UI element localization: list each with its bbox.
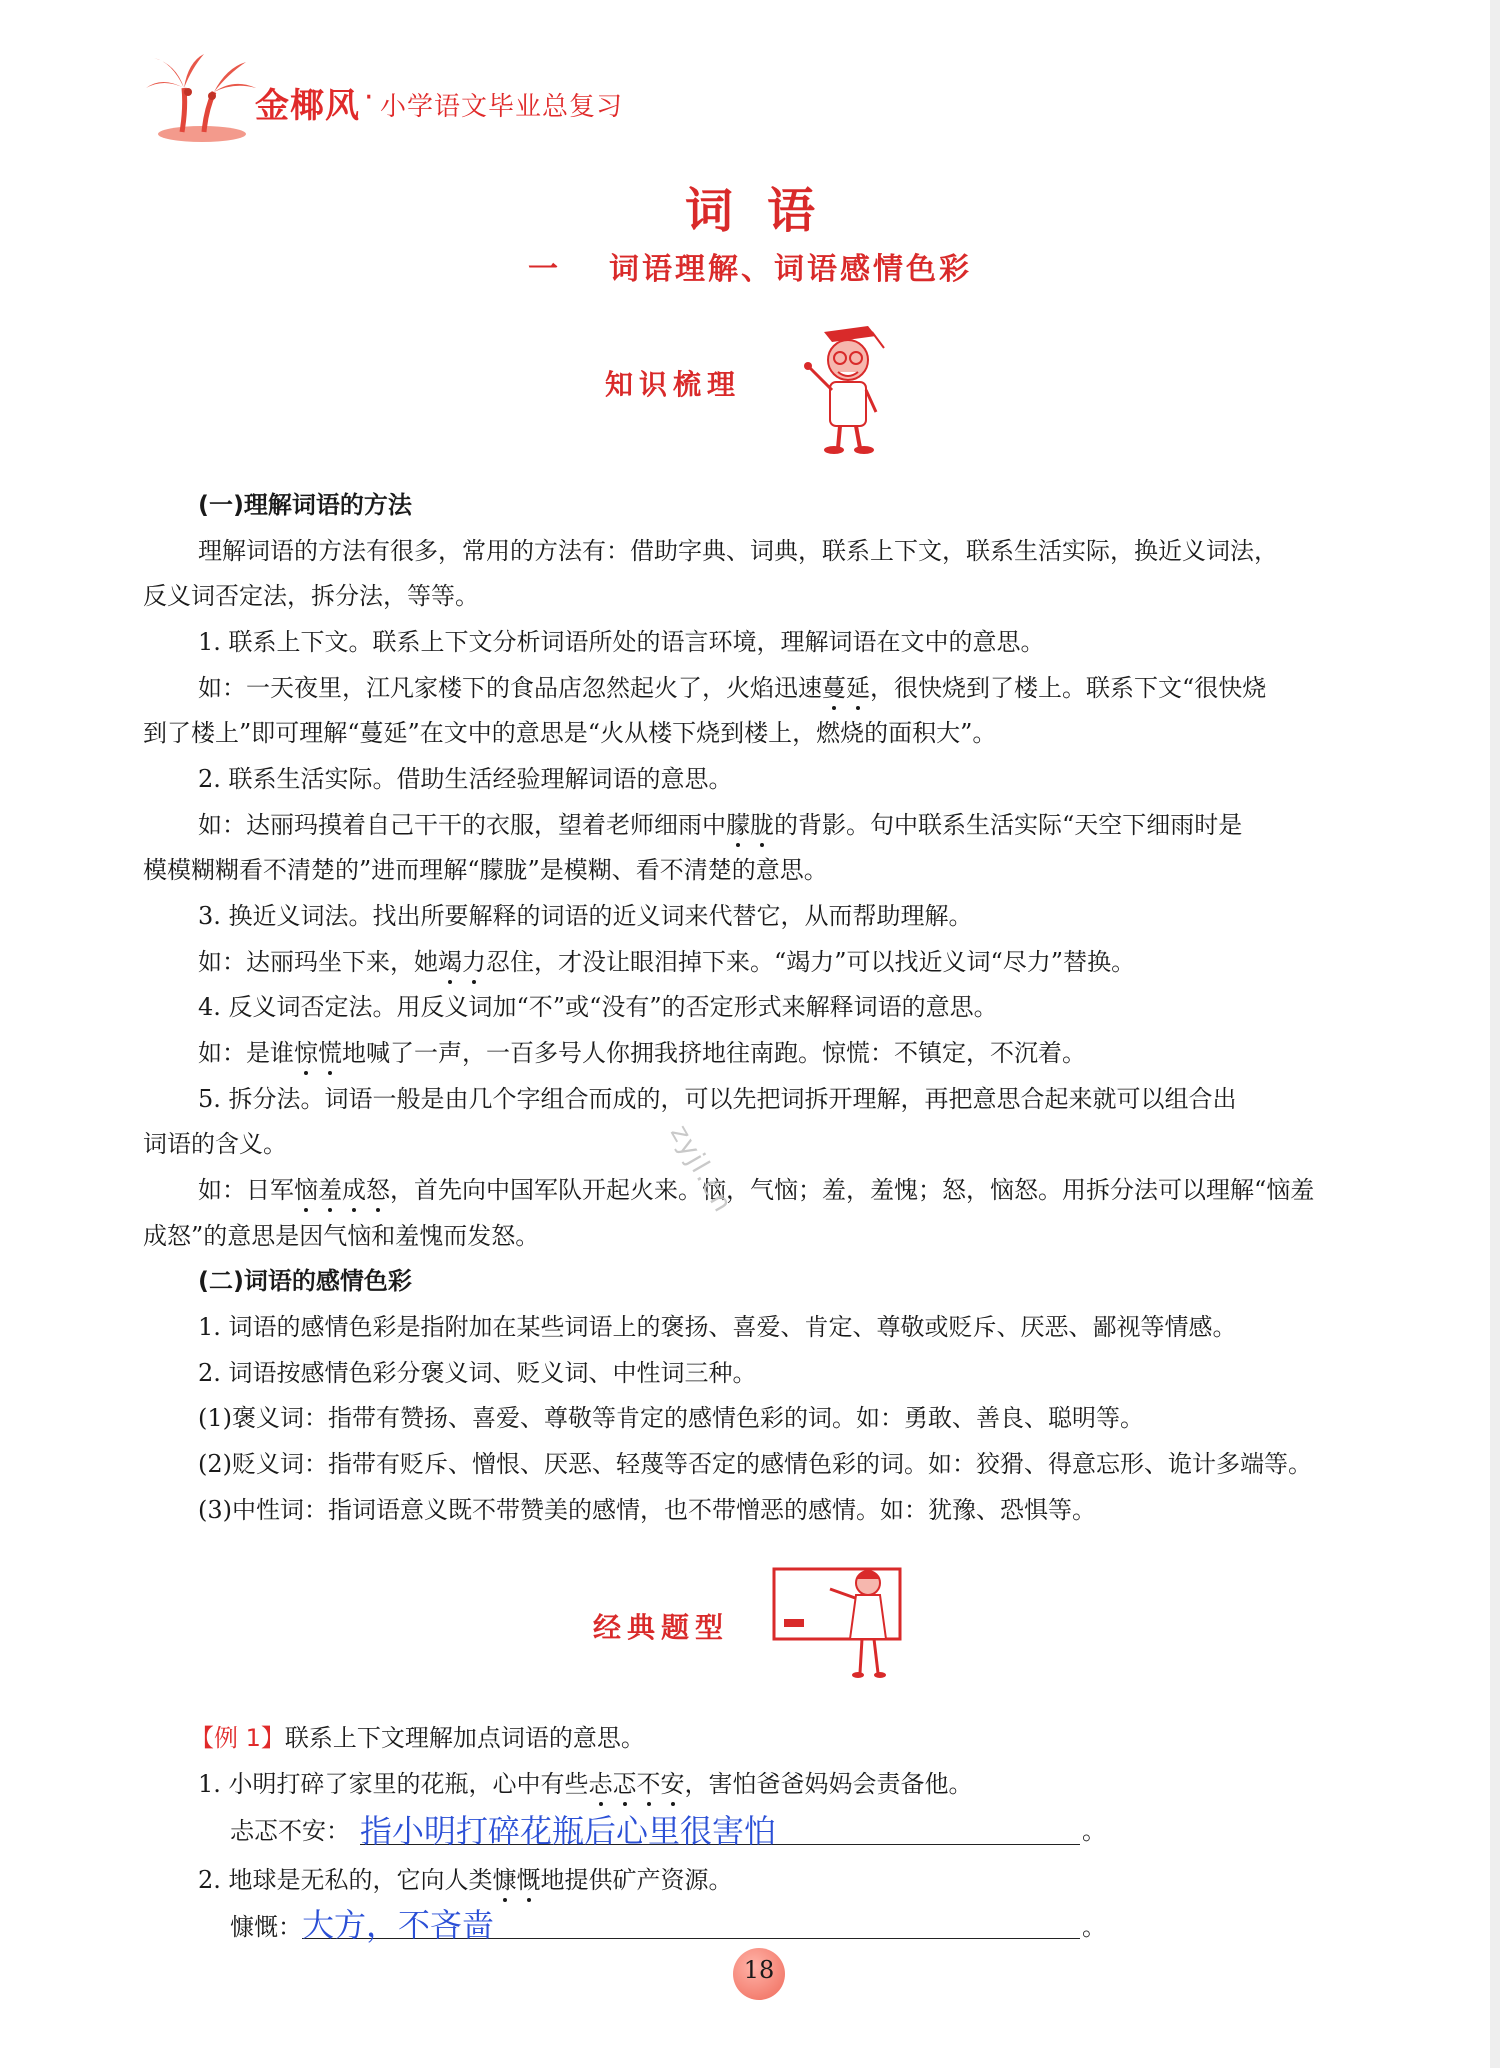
page-number: 18	[743, 1956, 775, 1984]
emphasis-char: 恼	[294, 1176, 318, 1204]
answer-2-field[interactable]	[302, 1900, 1080, 1944]
question-1-label: 忐忑不安：	[230, 1817, 350, 1845]
emphasis-char: 惊	[294, 1039, 318, 1067]
answer-2-text: 大方，不吝啬	[302, 1906, 495, 1944]
method-1-context: 1. 联系上下文。联系上下文分析词语所处的语言环境，理解词语在文中的意思。	[198, 628, 1045, 656]
emphasis-char: 成	[342, 1176, 366, 1204]
emotion-negative: (2)贬义词：指带有贬斥、憎恨、厌恶、轻蔑等否定的感情色彩的词。如：狡猾、得意忘形、诡计多端等。	[198, 1450, 1312, 1478]
book-subtitle: 小学语文毕业总复习	[380, 92, 624, 122]
emphasis-char: 忐	[588, 1770, 613, 1798]
answer-1-text: 指小明打碎花瓶后心里很害怕	[360, 1812, 777, 1850]
emphasis-char: 慨	[516, 1866, 541, 1894]
heading-emotion: (二)词语的感情色彩	[198, 1267, 412, 1295]
emotion-positive: (1)褒义词：指带有赞扬、喜爱、尊敬等肯定的感情色彩的词。如：勇敢、善良、聪明等。	[198, 1404, 1144, 1432]
example-prompt: 【例 1】联系上下文理解加点词语的意思。	[190, 1724, 645, 1752]
section-heading	[0, 244, 1500, 288]
emphasis-char: 慌	[318, 1039, 342, 1067]
example-5-line2: 成怒”的意思是因气恼和羞愧而发怒。	[143, 1222, 540, 1250]
answer-1-field[interactable]	[360, 1806, 1080, 1850]
question-1: 1. 小明打碎了家里的花瓶，心中有些忐忑不安，害怕爸爸妈妈会责备他。	[198, 1770, 973, 1798]
question-2-label: 慷慨：	[230, 1913, 302, 1941]
example-4: 如：是谁惊慌地喊了一声，一百多号人你拥我挤地往南跑。惊慌：不镇定，不沉着。	[198, 1039, 1086, 1067]
page-title: 词语	[684, 183, 849, 239]
teacher-cartoon-icon	[780, 318, 910, 458]
emphasis-char: 蔓	[822, 674, 846, 702]
section-number: 一	[528, 252, 561, 287]
section-title: 词语理解、词语感情色彩	[609, 252, 972, 287]
method-3-synonym: 3. 换近义词法。找出所要解释的词语的近义词来代替它，从而帮助理解。	[198, 902, 973, 930]
examples-badge: 经典题型	[593, 1611, 730, 1644]
emphasis-char: 力	[462, 948, 486, 976]
example-tag: 【例 1】	[190, 1724, 285, 1752]
paragraph-methods-line2: 反义词否定法，拆分法，等等。	[143, 582, 479, 610]
emphasis-char: 竭	[438, 948, 462, 976]
knowledge-badge: 知识梳理	[605, 368, 742, 401]
brand-separator: ·	[364, 80, 374, 115]
paragraph-methods-line1: 理解词语的方法有很多，常用的方法有：借助字典、词典，联系上下文，联系生活实际，换近义词法，	[198, 537, 1278, 565]
method-2-life: 2. 联系生活实际。借助生活经验理解词语的意思。	[198, 765, 733, 793]
emphasis-char: 延	[846, 674, 870, 702]
watermark: zyjl.cn	[664, 1120, 739, 1219]
example-2-line1: 如：达丽玛摸着自己干干的衣服，望着老师细雨中朦胧的背影。句中联系生活实际“天空下细雨时是	[198, 811, 1243, 839]
emotion-neutral: (3)中性词：指词语意义既不带赞美的感情，也不带憎恶的感情。如：犹豫、恐惧等。	[198, 1496, 1096, 1524]
emphasis-char: 忑	[612, 1770, 637, 1798]
page-edge-shadow	[1490, 0, 1500, 2068]
brand-name: 金椰风	[255, 86, 360, 126]
girl-at-blackboard-icon	[770, 1555, 905, 1685]
emphasis-char: 胧	[750, 811, 774, 839]
example-5-line1: 如：日军恼羞成怒，首先向中国军队开起火来。恼，气恼；羞，羞愧；怒，恼怒。用拆分法可以理解“恼羞	[198, 1176, 1315, 1204]
example-1-line2: 到了楼上”即可理解“蔓延”在文中的意思是“火从楼下烧到楼上，燃烧的面积大”。	[143, 719, 997, 747]
emphasis-char: 慷	[492, 1866, 517, 1894]
answer-2-end: 。	[1082, 1913, 1106, 1941]
heading-methods: (一)理解词语的方法	[198, 491, 412, 519]
answer-1-end: 。	[1082, 1817, 1106, 1845]
example-1-line1: 如：一天夜里，江凡家楼下的食品店忽然起火了，火焰迅速蔓延，很快烧到了楼上。联系下文“很快烧	[198, 674, 1267, 702]
emphasis-char: 安	[660, 1770, 685, 1798]
method-5-split-line2: 词语的含义。	[143, 1130, 287, 1158]
emphasis-char: 朦	[726, 811, 750, 839]
emphasis-char: 羞	[318, 1176, 342, 1204]
palm-tree-logo-icon	[142, 48, 262, 144]
emphasis-char: 不	[636, 1770, 661, 1798]
method-5-split-line1: 5. 拆分法。词语一般是由几个字组合而成的，可以先把词拆开理解，再把意思合起来就可以组合出	[198, 1085, 1237, 1113]
example-2-line2: 模模糊糊看不清楚的”进而理解“朦胧”是模糊、看不清楚的意思。	[143, 856, 828, 884]
emotion-point-2: 2. 词语按感情色彩分褒义词、贬义词、中性词三种。	[198, 1359, 757, 1387]
example-3: 如：达丽玛坐下来，她竭力忍住，才没让眼泪掉下来。“竭力”可以找近义词“尽力”替换。	[198, 948, 1136, 976]
method-4-antonym: 4. 反义词否定法。用反义词加“不”或“没有”的否定形式来解释词语的意思。	[198, 993, 998, 1021]
emotion-point-1: 1. 词语的感情色彩是指附加在某些词语上的褒扬、喜爱、肯定、尊敬或贬斥、厌恶、鄙视等情感。	[198, 1313, 1237, 1341]
emphasis-char: 怒	[366, 1176, 390, 1204]
question-2: 2. 地球是无私的，它向人类慷慨地提供矿产资源。	[198, 1866, 733, 1894]
